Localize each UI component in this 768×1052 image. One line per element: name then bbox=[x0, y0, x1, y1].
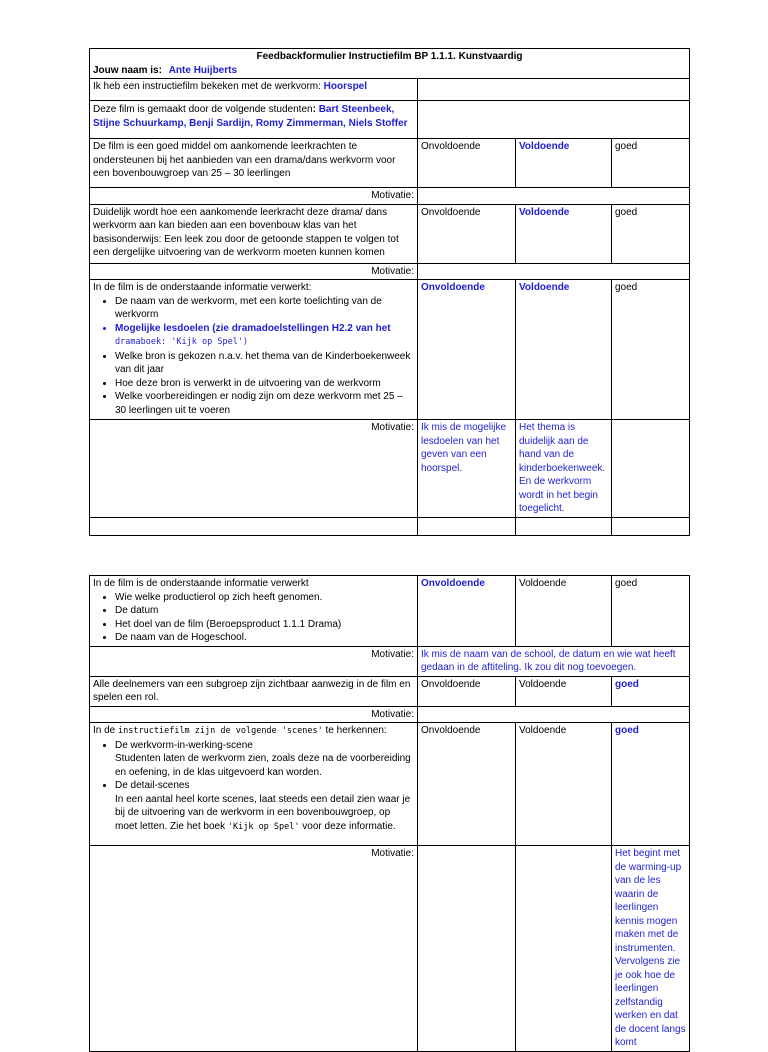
criterion-3-intro: In de film is de onderstaande informatie verwerkt: bbox=[93, 282, 312, 293]
rating-good: goed bbox=[612, 280, 690, 420]
motivation-cell bbox=[418, 188, 690, 205]
rating-good: goed bbox=[612, 204, 690, 263]
motivation-label: Motivatie: bbox=[90, 646, 418, 676]
werkvorm-cell bbox=[90, 79, 418, 101]
list-item-book: 'Kijk op Spel' bbox=[227, 821, 300, 832]
list-item: • Welke bron is gekozen n.a.v. het thema van de Kinderboekenweek van dit jaar bbox=[115, 350, 414, 377]
criterion-4 bbox=[90, 576, 418, 647]
rating-sufficient-selected: Voldoende bbox=[516, 280, 612, 420]
list-item: • De naam van de Hogeschool. bbox=[115, 631, 414, 645]
motivation-label: Motivatie: bbox=[90, 263, 418, 280]
empty-cell bbox=[612, 420, 690, 518]
empty-cell bbox=[516, 517, 612, 535]
motivation-label: Motivatie: bbox=[90, 706, 418, 723]
rating-good: goed bbox=[612, 139, 690, 188]
list-item bbox=[115, 779, 414, 834]
criterion-5: Alle deelnemers van een subgroep zijn zichtbaar aanwezig in de film en spelen een rol. bbox=[90, 676, 418, 706]
criterion-6-intro bbox=[93, 724, 414, 739]
list-item-text: Mogelijke lesdoelen (zie dramadoelstellingen H2.2 van het bbox=[115, 322, 391, 334]
motivation-label: Motivatie: bbox=[90, 188, 418, 205]
list-item bbox=[115, 322, 414, 350]
motivation-text: Het begint met de warming-up van de les waarin de leerlingen kennis mogen maken met de instrumenten. Vervolgens zie je ook hoe de leerlingen zelfstandig werken en dat de docent langs komt bbox=[612, 846, 690, 1052]
rating-insufficient-selected: Onvoldoende bbox=[418, 576, 516, 647]
feedback-table-1 bbox=[89, 48, 690, 536]
list-item-body: In een aantal heel korte scenes, laat steeds een detail zien waar je bij de uitvoering van de werkvorm in een bovenbouwgroep, op moet letten. Zie het boek bbox=[115, 793, 411, 832]
list-item: • Het doel van de film (Beroepsproduct 1.1.1 Drama) bbox=[115, 618, 414, 632]
list-item: • Welke voorbereidingen er nodig zijn om deze werkvorm met 25 – 30 leerlingen uit te voeren bbox=[115, 390, 414, 417]
rating-sufficient: Voldoende bbox=[516, 723, 612, 846]
rating-sufficient-selected: Voldoende bbox=[516, 139, 612, 188]
criterion-4-intro: In de film is de onderstaande informatie verwerkt bbox=[93, 578, 309, 589]
criterion-6-mono: instructiefilm zijn de volgende 'scenes' bbox=[118, 726, 323, 736]
rating-sufficient: Voldoende bbox=[516, 576, 612, 647]
list-item: • De datum bbox=[115, 604, 414, 618]
students-text: Deze film is gemaakt door de volgende studenten bbox=[93, 104, 313, 115]
criterion-2: Duidelijk wordt hoe een aankomende leerkracht deze drama/ dans werkvorm aan kan bieden aan een bovenbouw klas van het basisonderwijs: Een leek zou door de getoonde stappen te volgen tot een dergelijke uitvoering van de werkvorm moeten kunnen komen bbox=[90, 204, 418, 263]
empty-cell bbox=[418, 101, 690, 139]
list-item-text: Studenten laten de werkvorm zien, zoals deze na de voorbereiding en oefening, in de klas uitgevoerd kan worden. bbox=[115, 753, 411, 778]
rating-insufficient: Onvoldoende bbox=[418, 204, 516, 263]
empty-cell bbox=[418, 517, 516, 535]
students-cell bbox=[90, 101, 418, 139]
criterion-3-list bbox=[93, 295, 414, 418]
rating-insufficient-selected: Onvoldoende bbox=[418, 280, 516, 420]
rating-good: goed bbox=[612, 576, 690, 647]
list-item-end: voor deze informatie. bbox=[302, 820, 396, 832]
list-item-book: dramaboek: 'Kijk op Spel') bbox=[115, 337, 249, 347]
empty-cell bbox=[516, 846, 612, 1052]
list-item-title: • De werkvorm-in-werking-scene bbox=[115, 739, 253, 751]
rating-insufficient: Onvoldoende bbox=[418, 723, 516, 846]
list-item: • Hoe deze bron is verwerkt in de uitvoering van de werkvorm bbox=[115, 377, 414, 391]
rating-sufficient-selected: Voldoende bbox=[516, 204, 612, 263]
empty-cell bbox=[90, 517, 418, 535]
criterion-6-pre: In de bbox=[93, 725, 116, 736]
name-row bbox=[93, 64, 686, 78]
empty-cell bbox=[418, 846, 516, 1052]
list-item-title: • De detail-scenes bbox=[115, 780, 190, 791]
criterion-6-post: te herkennen: bbox=[325, 725, 387, 736]
form-title: Feedbackformulier Instructiefilm BP 1.1.1. Kunstvaardig bbox=[256, 51, 523, 62]
criterion-3 bbox=[90, 280, 418, 420]
motivation-label: Motivatie: bbox=[90, 846, 418, 1052]
empty-cell bbox=[612, 517, 690, 535]
list-item bbox=[115, 739, 414, 780]
rating-good-selected: goed bbox=[612, 723, 690, 846]
motivation-cell bbox=[418, 706, 690, 723]
form-header bbox=[90, 49, 690, 79]
list-item-text bbox=[115, 793, 414, 835]
motivation-text: Ik mis de naam van de school, de datum en wie wat heeft gedaan in de aftiteling. Ik zou dit nog toevoegen. bbox=[418, 646, 690, 676]
feedback-table-2 bbox=[89, 575, 690, 1052]
motivation-text-2: Het thema is duidelijk aan de hand van de kinderboekenweek. En de werkvorm wordt in het begin toegelicht. bbox=[516, 420, 612, 518]
criterion-6-list bbox=[93, 739, 414, 835]
list-item: • Wie welke productierol op zich heeft genomen. bbox=[115, 591, 414, 605]
name-label: Jouw naam is: bbox=[93, 64, 162, 76]
criterion-6 bbox=[90, 723, 418, 846]
name-value: Ante Huijberts bbox=[168, 64, 238, 76]
motivation-cell bbox=[418, 263, 690, 280]
criterion-4-list bbox=[93, 591, 414, 645]
students-colon: : bbox=[312, 104, 316, 115]
rating-insufficient: Onvoldoende bbox=[418, 676, 516, 706]
list-item: • De naam van de werkvorm, met een korte toelichting van de werkvorm bbox=[115, 295, 414, 322]
rating-sufficient: Voldoende bbox=[516, 676, 612, 706]
werkvorm-value: Hoorspel bbox=[323, 81, 368, 92]
rating-good-selected: goed bbox=[612, 676, 690, 706]
rating-insufficient: Onvoldoende bbox=[418, 139, 516, 188]
criterion-1: De film is een goed middel om aankomende leerkrachten te ondersteunen bij het aanbieden van een drama/dans werkvorm voor een bovenbouwgroep van 25 – 30 leerlingen bbox=[90, 139, 418, 188]
empty-cell bbox=[418, 79, 690, 101]
students-value: Bart Steenbeek, Stijne Schuurkamp, Benji Sardijn, Romy Zimmerman, Niels Stoffer bbox=[93, 104, 408, 129]
werkvorm-text: Ik heb een instructiefilm bekeken met de werkvorm: bbox=[93, 81, 321, 92]
motivation-label: Motivatie: bbox=[90, 420, 418, 518]
motivation-text-1: Ik mis de mogelijke lesdoelen van het geven van een hoorspel. bbox=[418, 420, 516, 518]
